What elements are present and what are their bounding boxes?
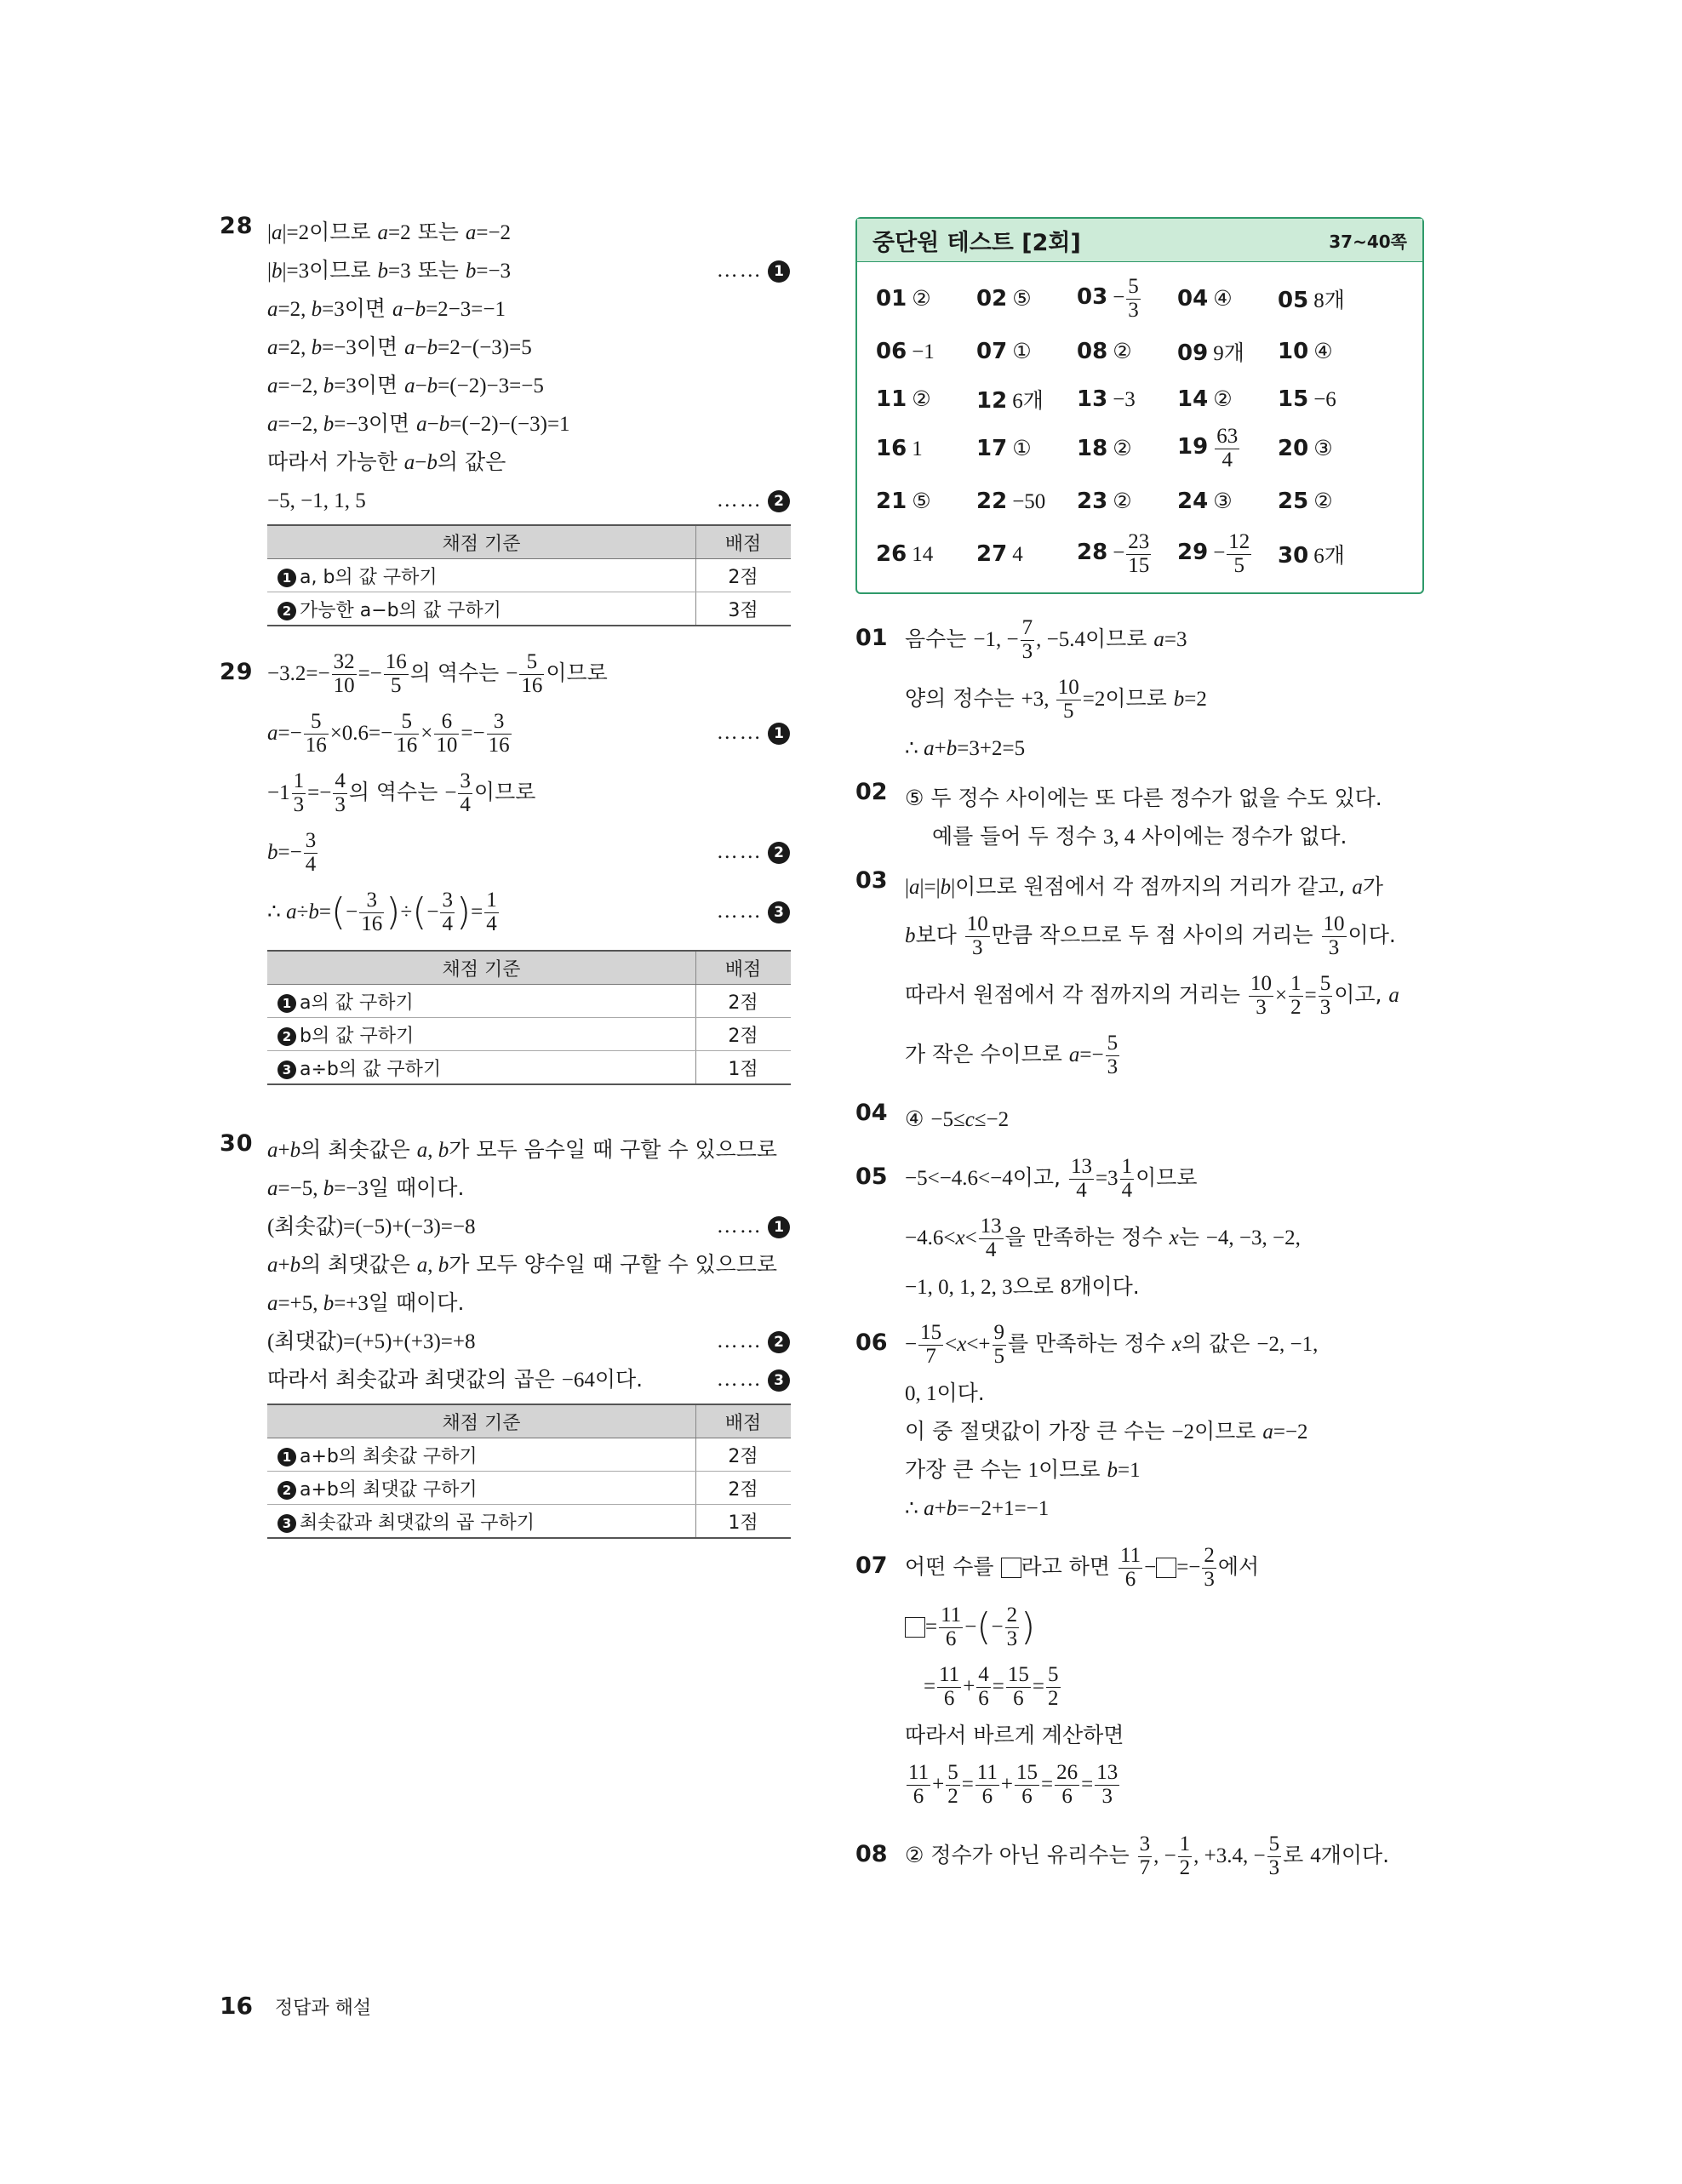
criteria-cell: 2 가능한 a−b의 값 구하기 (267, 592, 696, 626)
answer-value: ② (1113, 339, 1132, 363)
answer-value: ① (1012, 436, 1032, 460)
answer-item (876, 386, 976, 412)
solution-line: 양의 정수는 +3, $\frac{10}{5}$ =2이므로 b=2 (905, 676, 1207, 723)
answer-value: −6 (1313, 388, 1336, 411)
solution-03 (855, 867, 1426, 1084)
answer-value: ② (1113, 436, 1132, 460)
solution-line: −5, −1, 1, 5 …… 2 (267, 481, 790, 519)
answer-value: ③ (1313, 436, 1333, 460)
answer-number: 03 (1077, 283, 1108, 310)
answer-value: ② (912, 386, 931, 411)
solution-number: 06 (855, 1329, 888, 1356)
answer-value: 14 (912, 543, 934, 566)
solution-line: −1 $\frac{1}{3}$ =− $\frac{4}{3}$ 의 역수는 − $\frac{3}{4}$ 이므로 (267, 769, 536, 816)
answer-item (876, 286, 976, 312)
solution-06 (855, 1314, 1426, 1527)
answer-item (876, 436, 976, 461)
answer-number: 15 (1278, 386, 1309, 412)
solution-line: = $\frac{11}{6}$ −(− $\frac{2}{3}$ ) (905, 1597, 1426, 1656)
answer-value: 9개 (1213, 342, 1244, 365)
answer-value: − $\frac{5}{3}$ (1113, 275, 1139, 322)
answer-value: ② (1113, 489, 1132, 513)
solution-line: ∴ a+b=3+2=5 (905, 737, 1026, 760)
answer-item (1077, 436, 1177, 461)
problem-29 (220, 643, 790, 1120)
answer-number: 18 (1077, 436, 1108, 461)
answer-value: ⑤ (1012, 286, 1032, 311)
solution-line: (최댓값)=(+5)+(+3)=+8 …… 2 (267, 1322, 790, 1360)
step-marker: …… 1 (717, 703, 790, 763)
answer-number: 07 (976, 339, 1008, 364)
criteria-header: 채점 기준 (267, 1404, 696, 1438)
answer-value: −3 (1113, 388, 1136, 411)
solution-line: ∴ a÷b=(− $\frac{3}{16}$ )÷(− $\frac{3}{4}$ )= $\frac{1}{4}$ …… 3 (267, 882, 790, 941)
answer-item (976, 436, 1077, 461)
solution-line: a+b의 최솟값은 a, b가 모두 음수일 때 구할 수 있으므로 (267, 1137, 778, 1162)
solution-line: ∴ a+b=−2+1=−1 (905, 1497, 1050, 1520)
solution-line: |a|=|b|이므로 원점에서 각 점까지의 거리가 같고, a가 (905, 874, 1383, 899)
solution-line: a=−2, b=−3이면 a−b=(−2)−(−3)=1 (267, 411, 570, 436)
unit-test-answer-box (855, 217, 1424, 594)
answer-number: 20 (1278, 436, 1309, 461)
solution-07 (855, 1537, 1426, 1814)
answer-number: 27 (976, 541, 1008, 567)
criteria-header: 채점 기준 (267, 951, 696, 985)
scoring-table (267, 524, 791, 626)
solution-line: 따라서 최솟값과 최댓값의 곱은 −64이다. …… 3 (267, 1360, 790, 1398)
solution-line: −4.6<x< $\frac{13}{4}$ 을 만족하는 정수 x는 −4, −3, −2, (905, 1215, 1301, 1261)
answer-row (876, 420, 1422, 477)
solution-line: |b|=3이므로 b=3 또는 b=−3 …… 1 (267, 251, 790, 289)
answer-value: ① (1012, 339, 1032, 363)
answer-item (876, 541, 976, 567)
solution-line: −3.2=− $\frac{32}{10}$ =− $\frac{16}{5}$ 의 역수는 − $\frac{5}{16}$ 이므로 (267, 650, 608, 697)
step-marker: …… 2 (717, 822, 790, 882)
solution-line: −5<−4.6<−4이고, $\frac{13}{4}$ =3 $\frac{1}{4}$ 이므로 (905, 1155, 1198, 1202)
solution-line: (최솟값)=(−5)+(−3)=−8 …… 1 (267, 1207, 790, 1245)
answer-number: 05 (1278, 288, 1309, 313)
criteria-cell: 3 a÷b의 값 구하기 (267, 1051, 696, 1085)
answer-number: 06 (876, 339, 907, 364)
answer-item (1177, 336, 1278, 367)
answer-row (876, 272, 1422, 325)
answer-item (976, 489, 1077, 514)
answer-row (876, 378, 1422, 420)
answer-number: 09 (1177, 340, 1209, 366)
solution-line: a=−5, b=−3일 때이다. (267, 1175, 465, 1200)
step-marker: …… 3 (717, 1360, 790, 1398)
answer-item (976, 384, 1077, 415)
solution-line: 따라서 원점에서 각 점까지의 거리는 $\frac{10}{3}$ × $\frac{1}{2}$ = $\frac{5}{3}$ 이고, a (905, 972, 1399, 1019)
points-cell: 2점 (696, 985, 792, 1018)
solution-line: 0, 1이다. (905, 1381, 985, 1405)
answer-number: 30 (1278, 543, 1309, 569)
answer-number: 29 (1177, 539, 1209, 565)
answer-number: 28 (1077, 539, 1108, 565)
answer-item (1278, 339, 1378, 364)
scoring-table (267, 950, 791, 1085)
answer-item (1177, 426, 1278, 472)
points-cell: 2점 (696, 1438, 792, 1472)
solution-line: a=−2, b=3이면 a−b=(−2)−3=−5 (267, 373, 544, 397)
solution-line: b보다 $\frac{10}{3}$ 만큼 작으므로 두 점 사이의 거리는 $\frac{10}{3}$ 이다. (905, 912, 1396, 959)
criteria-cell: 1 a+b의 최솟값 구하기 (267, 1438, 696, 1472)
solution-line: b=− $\frac{3}{4}$ …… 2 (267, 822, 790, 882)
answer-number: 26 (876, 541, 907, 567)
answer-item (976, 339, 1077, 364)
points-cell: 3점 (696, 592, 792, 626)
solution-04 (855, 1100, 1426, 1138)
page-footer (220, 1992, 371, 2020)
answer-value: −50 (1012, 490, 1046, 513)
footer-title: 정답과 해설 (274, 1998, 372, 2019)
solution-number: 04 (855, 1100, 888, 1126)
answer-number: 19 (1177, 433, 1209, 460)
answer-number: 13 (1077, 386, 1108, 412)
solution-line: = $\frac{11}{6}$ + $\frac{4}{6}$ = $\frac{15}{6}$ = $\frac{5}{2}$ (924, 1663, 1059, 1710)
answer-item (1177, 386, 1278, 412)
answer-number: 08 (1077, 339, 1108, 364)
answer-value: 8개 (1313, 289, 1345, 312)
right-column (855, 217, 1426, 1885)
solution-08 (855, 1826, 1426, 1885)
answer-number: 22 (976, 489, 1008, 514)
answer-value: 1 (912, 437, 923, 460)
solution-line: 음수는 −1, − $\frac{7}{3}$ , −5.4이므로 a=3 (905, 616, 1187, 663)
answer-item (1177, 531, 1278, 577)
solution-line: a+b의 최댓값은 a, b가 모두 양수일 때 구할 수 있으므로 (267, 1252, 778, 1277)
points-cell: 2점 (696, 1472, 792, 1505)
solution-01 (855, 609, 1426, 767)
points-cell: 1점 (696, 1505, 792, 1539)
answer-number: 04 (1177, 286, 1209, 312)
solution-05 (855, 1148, 1426, 1306)
criteria-cell: 1 a, b의 값 구하기 (267, 559, 696, 592)
answer-item (976, 286, 1077, 312)
solution-line: −1, 0, 1, 2, 3으로 8개이다. (905, 1274, 1140, 1299)
answer-value: ② (912, 286, 931, 311)
solution-line: ④ −5≤c≤−2 (905, 1106, 1010, 1131)
answer-value: − $\frac{23}{15}$ (1113, 530, 1150, 577)
solution-line: 어떤 수를 라고 하면 $\frac{11}{6}$ − =− $\frac{2}{3}$ 에서 (905, 1544, 1260, 1591)
answer-value: $\frac{63}{4}$ (1216, 425, 1239, 472)
criteria-cell: 1 a의 값 구하기 (267, 985, 696, 1018)
solution-line: 가 작은 수이므로 a=− $\frac{5}{3}$ (905, 1032, 1118, 1078)
answer-item (876, 339, 976, 364)
answer-value: 6개 (1012, 390, 1044, 413)
answer-number: 02 (976, 286, 1008, 312)
answer-row (876, 477, 1422, 526)
answer-number: 23 (1077, 489, 1108, 514)
answer-item (1278, 283, 1378, 314)
answer-number: 14 (1177, 386, 1209, 412)
points-cell: 2점 (696, 1018, 792, 1051)
criteria-cell: 2 a+b의 최댓값 구하기 (267, 1472, 696, 1505)
solution-number: 03 (855, 867, 888, 894)
answer-box-header (857, 219, 1422, 262)
solution-number: 01 (855, 625, 888, 651)
solution-number: 05 (855, 1163, 888, 1190)
answer-item (1077, 386, 1177, 412)
solution-line: |a|=2이므로 a=2 또는 a=−2 (267, 220, 512, 244)
answer-item (976, 541, 1077, 567)
answer-number: 25 (1278, 489, 1309, 514)
solution-line: a=2, b=−3이면 a−b=2−(−3)=5 (267, 334, 532, 359)
points-header: 배점 (696, 1404, 792, 1438)
solution-line: 예를 들어 두 정수 3, 4 사이에는 정수가 없다. (932, 824, 1347, 849)
answer-number: 17 (976, 436, 1008, 461)
answer-item (1278, 539, 1378, 569)
problem-number: 28 (220, 213, 254, 239)
answer-value: ② (1313, 489, 1333, 513)
solution-number: 02 (855, 779, 888, 805)
answer-number: 12 (976, 388, 1008, 414)
solution-line: ② 정수가 아닌 유리수는 $\frac{3}{7}$ , − $\frac{1}{2}$ , +3.4, − $\frac{5}{3}$ 로 4개이다. (905, 1832, 1390, 1879)
points-header: 배점 (696, 525, 792, 559)
step-marker: …… 3 (717, 882, 790, 941)
solution-line: − $\frac{15}{7}$ <x<+ $\frac{9}{5}$ 를 만족하는 정수 x의 값은 −2, −1, (905, 1321, 1319, 1368)
problem-number: 30 (220, 1130, 254, 1157)
answer-value: 6개 (1313, 545, 1345, 568)
solution-line: 따라서 바르게 계산하면 (905, 1723, 1124, 1747)
answer-number: 16 (876, 436, 907, 461)
scoring-table (267, 1404, 791, 1539)
answer-number: 01 (876, 286, 907, 312)
answer-box-title: 중단원 테스트 [2회] (872, 229, 1081, 256)
solution-line: 따라서 가능한 a−b의 값은 (267, 449, 506, 474)
points-cell: 2점 (696, 559, 792, 592)
solution-number: 08 (855, 1841, 888, 1867)
problem-number: 29 (220, 659, 254, 685)
answer-number: 24 (1177, 489, 1209, 514)
problem-28 (220, 213, 790, 621)
answer-number: 11 (876, 386, 907, 412)
answer-value: ⑤ (912, 489, 931, 513)
points-cell: 1점 (696, 1051, 792, 1085)
answer-value: 4 (1012, 543, 1023, 566)
criteria-cell: 3 최솟값과 최댓값의 곱 구하기 (267, 1505, 696, 1539)
points-header: 배점 (696, 951, 792, 985)
answer-item (1177, 489, 1278, 514)
solution-line: a=2, b=3이면 a−b=2−3=−1 (267, 296, 506, 321)
solution-line: a=− $\frac{5}{16}$ ×0.6=− $\frac{5}{16}$ × $\frac{6}{10}$ =− $\frac{3}{16}$ …… 1 (267, 703, 790, 763)
answer-item (1278, 386, 1378, 412)
answer-grid (857, 262, 1422, 582)
answer-value: −1 (912, 340, 935, 363)
answer-row (876, 526, 1422, 582)
left-column (220, 213, 790, 1539)
answer-item (1278, 489, 1378, 514)
step-marker: …… 1 (717, 251, 790, 289)
answer-value: ④ (1213, 286, 1233, 311)
answer-item (1177, 286, 1278, 312)
problem-30 (220, 1130, 790, 1539)
solution-02 (855, 779, 1426, 855)
answer-number: 10 (1278, 339, 1309, 364)
step-marker: …… 2 (717, 481, 790, 519)
step-marker: …… 1 (717, 1207, 790, 1245)
answer-value: ③ (1213, 489, 1233, 513)
solution-line: a=+5, b=+3일 때이다. (267, 1290, 465, 1315)
answer-box-pages: 37~40쪽 (1329, 231, 1407, 252)
answer-item (876, 489, 976, 514)
answer-row (876, 325, 1422, 378)
solution-number: 07 (855, 1552, 888, 1579)
criteria-header: 채점 기준 (267, 525, 696, 559)
answer-item (1077, 339, 1177, 364)
solution-line: 가장 큰 수는 1이므로 b=1 (905, 1457, 1141, 1482)
answer-value: − $\frac{12}{5}$ (1213, 530, 1250, 577)
answer-item (1077, 276, 1177, 322)
solution-line: $\frac{11}{6}$ + $\frac{5}{2}$ = $\frac{11}{6}$ + $\frac{15}{6}$ = $\frac{26}{6}$ = $\frac{13}{3}$ (908, 1761, 1118, 1808)
answer-item (1077, 489, 1177, 514)
answer-item (1077, 531, 1177, 577)
page-number: 16 (220, 1992, 253, 2020)
answer-item (1278, 436, 1378, 461)
solution-line: ⑤ 두 정수 사이에는 또 다른 정수가 없을 수도 있다. (905, 786, 1382, 810)
answer-value: ② (1213, 386, 1233, 411)
answer-value: ④ (1313, 339, 1333, 363)
answer-number: 21 (876, 489, 907, 514)
step-marker: …… 2 (717, 1322, 790, 1360)
criteria-cell: 2 b의 값 구하기 (267, 1018, 696, 1051)
solution-line: 이 중 절댓값이 가장 큰 수는 −2이므로 a=−2 (905, 1419, 1308, 1444)
